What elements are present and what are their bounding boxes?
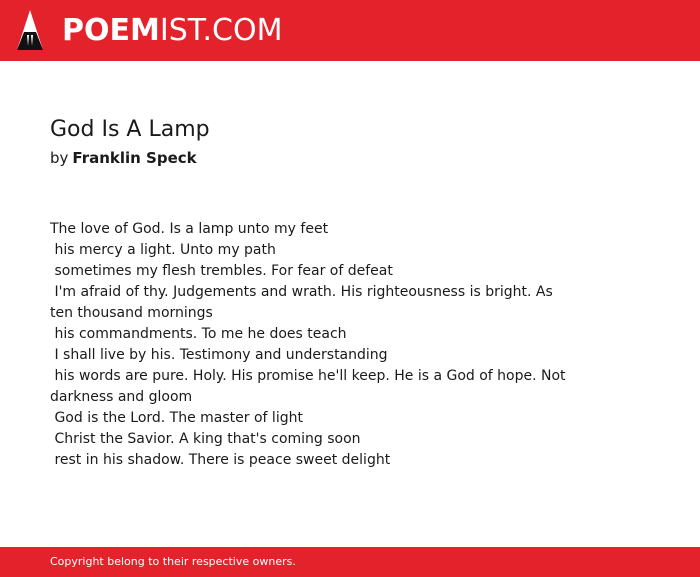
poem-line: his commandments. To me he does teach <box>50 326 347 342</box>
poem-body <box>50 219 570 471</box>
site-footer <box>0 547 700 577</box>
poem-line: The love of God. Is a lamp unto my feet <box>50 221 329 237</box>
poem-line: sometimes my flesh trembles. For fear of defeat <box>50 263 393 279</box>
poem-byline <box>50 149 197 167</box>
poem-line: I shall live by his. Testimony and understanding <box>50 347 388 363</box>
logo-wordmark <box>62 8 282 54</box>
poem-title: God Is A Lamp <box>50 117 210 142</box>
author-name[interactable]: Franklin Speck <box>72 149 197 167</box>
poem-line: his mercy a light. Unto my path <box>50 242 276 258</box>
copyright-notice: Copyright belong to their respective owners. <box>50 555 296 568</box>
poem-line: his words are pure. Holy. His promise he'll keep. He is a God of hope. Not darkness and gloom <box>50 368 571 405</box>
logo-text-bold: POEM <box>62 13 160 48</box>
pencil-tip-icon <box>14 8 46 54</box>
logo-text-light: IST.COM <box>159 13 283 48</box>
poem-line: rest in his shadow. There is peace sweet delight <box>50 452 391 468</box>
site-logo-link[interactable] <box>14 8 282 54</box>
by-label: by <box>50 149 69 167</box>
poem-line: Christ the Savior. A king that's coming soon <box>50 431 361 447</box>
site-header <box>0 0 700 61</box>
poem-line: I'm afraid of thy. Judgements and wrath. His righteousness is bright. As ten thousand mornings <box>50 284 558 321</box>
poem-line: God is the Lord. The master of light <box>50 410 303 426</box>
